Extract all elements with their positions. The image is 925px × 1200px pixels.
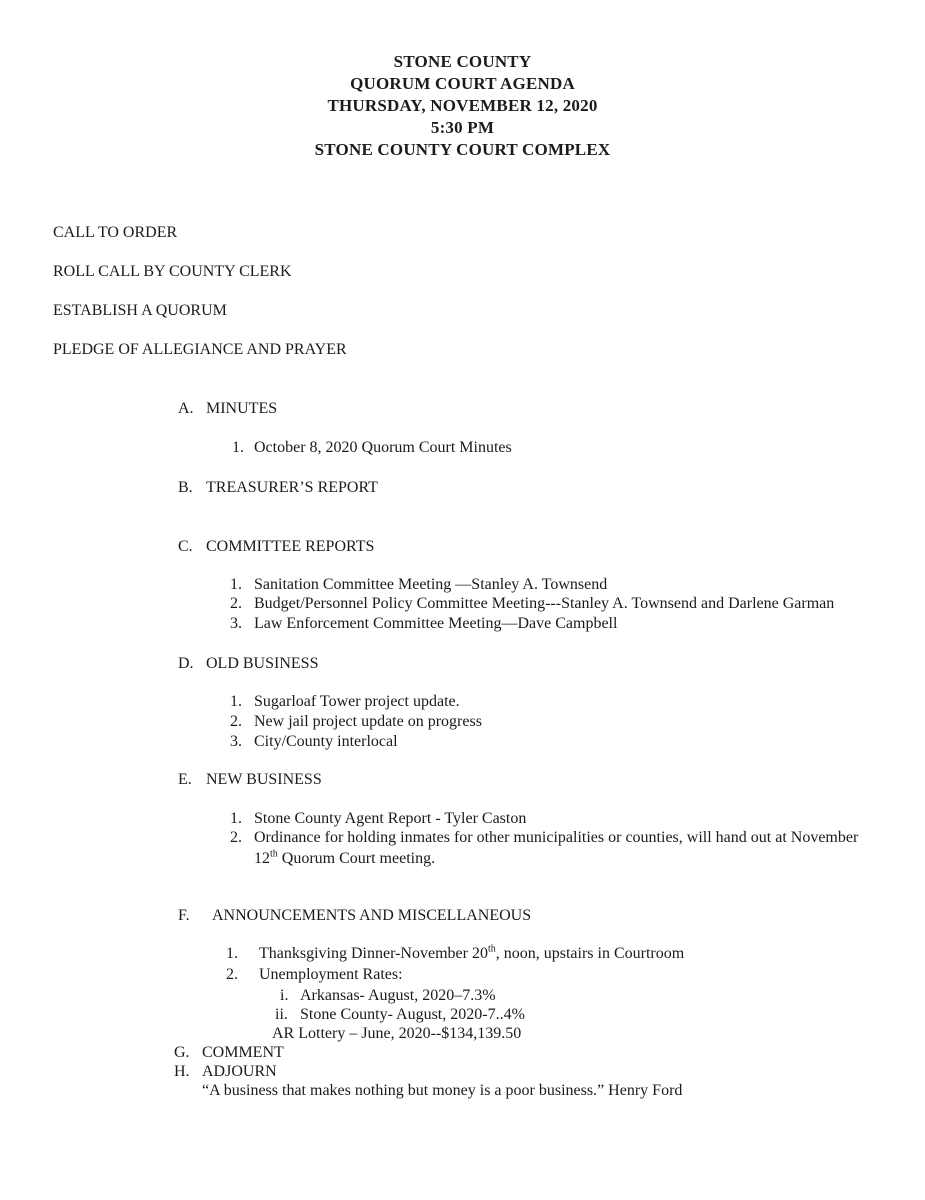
section-c-item-3: Law Enforcement Committee Meeting—Dave Campbell <box>254 615 618 632</box>
section-b-title: TREASURER’S REPORT <box>206 479 378 496</box>
section-f-letter: F. <box>178 907 190 924</box>
section-e-item-1: Stone County Agent Report - Tyler Caston <box>254 810 527 827</box>
establish-quorum: ESTABLISH A QUORUM <box>53 302 227 319</box>
section-e-title: NEW BUSINESS <box>206 771 322 788</box>
section-c-item-1-num: 1. <box>230 576 242 593</box>
header-title: QUORUM COURT AGENDA <box>350 74 575 93</box>
section-d-title: OLD BUSINESS <box>206 655 319 672</box>
section-g-letter: G. <box>174 1044 190 1061</box>
section-e-item-2-num: 2. <box>230 829 242 846</box>
section-f-item-2: Unemployment Rates: <box>259 966 403 983</box>
section-f-item-2-num: 2. <box>226 966 238 983</box>
section-e-item-1-num: 1. <box>230 810 242 827</box>
header-time: 5:30 PM <box>430 118 495 137</box>
subitem-arkansas-rate: Arkansas- August, 2020–7.3% <box>300 987 496 1004</box>
section-g-title: COMMENT <box>202 1044 284 1061</box>
section-e-item-2: Ordinance for holding inmates for other municipalities or counties, will hand out at November <box>254 829 859 846</box>
section-f-item-1-num: 1. <box>226 945 238 962</box>
section-d-item-2-num: 2. <box>230 713 242 730</box>
section-a-item-1-num: 1. <box>232 439 244 456</box>
section-a-item-1: October 8, 2020 Quorum Court Minutes <box>254 439 512 456</box>
section-b-letter: B. <box>178 479 193 496</box>
section-a-letter: A. <box>178 400 194 417</box>
section-c-item-2: Budget/Personnel Policy Committee Meeting---Stanley A. Townsend and Darlene Garman <box>254 595 835 612</box>
subitem-stone-county-rate: Stone County- August, 2020-7..4% <box>300 1006 525 1023</box>
call-to-order: CALL TO ORDER <box>53 224 178 241</box>
section-c-title: COMMITTEE REPORTS <box>206 538 375 555</box>
section-e-item-2-continuation: 12th Quorum Court meeting. <box>254 848 436 867</box>
section-c-item-3-num: 3. <box>230 615 242 632</box>
section-f-item-1: Thanksgiving Dinner-November 20th, noon, upstairs in Courtroom <box>259 943 685 962</box>
section-c-item-1: Sanitation Committee Meeting —Stanley A. Townsend <box>254 576 608 593</box>
subitem-i-num: i. <box>280 987 289 1004</box>
section-a-title: MINUTES <box>206 400 278 417</box>
section-h-title: ADJOURN <box>202 1063 277 1080</box>
header-date: THURSDAY, NOVEMBER 12, 2020 <box>327 96 598 115</box>
section-d-item-1-num: 1. <box>230 693 242 710</box>
section-c-item-2-num: 2. <box>230 595 242 612</box>
roll-call: ROLL CALL BY COUNTY CLERK <box>53 263 292 280</box>
section-h-letter: H. <box>174 1063 190 1080</box>
section-d-item-2: New jail project update on progress <box>254 713 482 730</box>
section-e-letter: E. <box>178 771 192 788</box>
section-d-item-3: City/County interlocal <box>254 733 398 750</box>
section-d-letter: D. <box>178 655 194 672</box>
header-location: STONE COUNTY COURT COMPLEX <box>314 140 611 159</box>
section-d-item-1: Sugarloaf Tower project update. <box>254 693 460 710</box>
pledge-prayer: PLEDGE OF ALLEGIANCE AND PRAYER <box>53 341 347 358</box>
closing-quote: “A business that makes nothing but money is a poor business.” Henry Ford <box>202 1082 683 1099</box>
subitem-ii-num: ii. <box>275 1006 288 1023</box>
section-f-title: ANNOUNCEMENTS AND MISCELLANEOUS <box>212 907 532 924</box>
header-county: STONE COUNTY <box>393 52 532 71</box>
section-d-item-3-num: 3. <box>230 733 242 750</box>
section-c-letter: C. <box>178 538 193 555</box>
ar-lottery: AR Lottery – June, 2020--$134,139.50 <box>272 1025 522 1042</box>
